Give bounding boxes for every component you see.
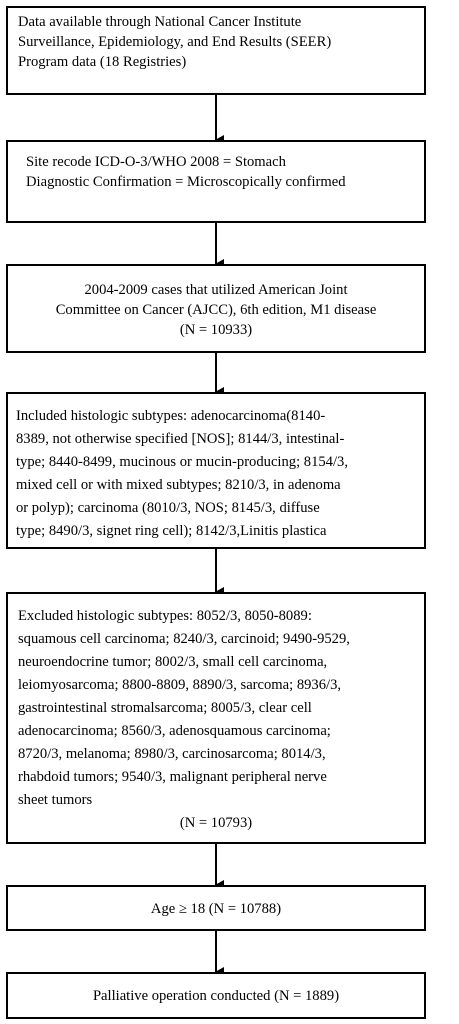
- box-line: Excluded histologic subtypes: 8052/3, 8050-8089:: [18, 608, 312, 624]
- box-line: type; 8490/3, signet ring cell); 8142/3,Linitis plastica: [16, 523, 327, 539]
- box-count: (N = 10793): [179, 815, 253, 831]
- box-line: Program data (18 Registries): [18, 54, 187, 70]
- box-line: (N = 10933): [179, 322, 253, 338]
- box-line: Data available through National Cancer Institute: [18, 14, 302, 30]
- box-line: 2004-2009 cases that utilized American Joint: [84, 282, 348, 298]
- box-line: Site recode ICD-O-3/WHO 2008 = Stomach: [26, 154, 286, 170]
- flow-box-seer-source: [6, 6, 426, 95]
- box-line: Included histologic subtypes: adenocarcinoma(8140-: [16, 408, 326, 424]
- flow-box-excluded-subtypes: [6, 592, 426, 844]
- box-line: Committee on Cancer (AJCC), 6th edition, M1 disease: [55, 302, 377, 318]
- box-line: neuroendocrine tumor; 8002/3, small cell carcinoma,: [18, 654, 328, 670]
- box-line: mixed cell or with mixed subtypes; 8210/3, in adenoma: [16, 477, 341, 493]
- box-line: Diagnostic Confirmation = Microscopically confirmed: [26, 174, 346, 190]
- flow-box-palliative-operation: [6, 972, 426, 1019]
- box-line: Palliative operation conducted (N = 1889): [92, 988, 340, 1004]
- box-line: leiomyosarcoma; 8800-8809, 8890/3, sarcoma; 8936/3,: [18, 677, 342, 693]
- box-line: sheet tumors: [18, 792, 93, 808]
- flow-box-included-subtypes: [6, 392, 426, 549]
- box-line: 8389, not otherwise specified [NOS]; 8144/3, intestinal-: [16, 431, 345, 447]
- box-line: or polyp); carcinoma (8010/3, NOS; 8145/3, diffuse: [16, 500, 320, 516]
- box-line: adenocarcinoma; 8560/3, adenosquamous carcinoma;: [18, 723, 331, 739]
- box-line: Surveillance, Epidemiology, and End Results (SEER): [18, 34, 332, 50]
- flow-box-site-recode: [6, 140, 426, 223]
- flow-box-age-filter: [6, 885, 426, 931]
- box-line: Age ≥ 18 (N = 10788): [150, 901, 282, 917]
- box-line: gastrointestinal stromalsarcoma; 8005/3, clear cell: [18, 700, 312, 716]
- flow-box-ajcc-cases: [6, 264, 426, 353]
- box-line: rhabdoid tumors; 9540/3, malignant peripheral nerve: [18, 769, 327, 785]
- box-line: squamous cell carcinoma; 8240/3, carcinoid; 9490-9529,: [18, 631, 350, 647]
- box-line: type; 8440-8499, mucinous or mucin-producing; 8154/3,: [16, 454, 348, 470]
- box-line: 8720/3, melanoma; 8980/3, carcinosarcoma; 8014/3,: [18, 746, 326, 762]
